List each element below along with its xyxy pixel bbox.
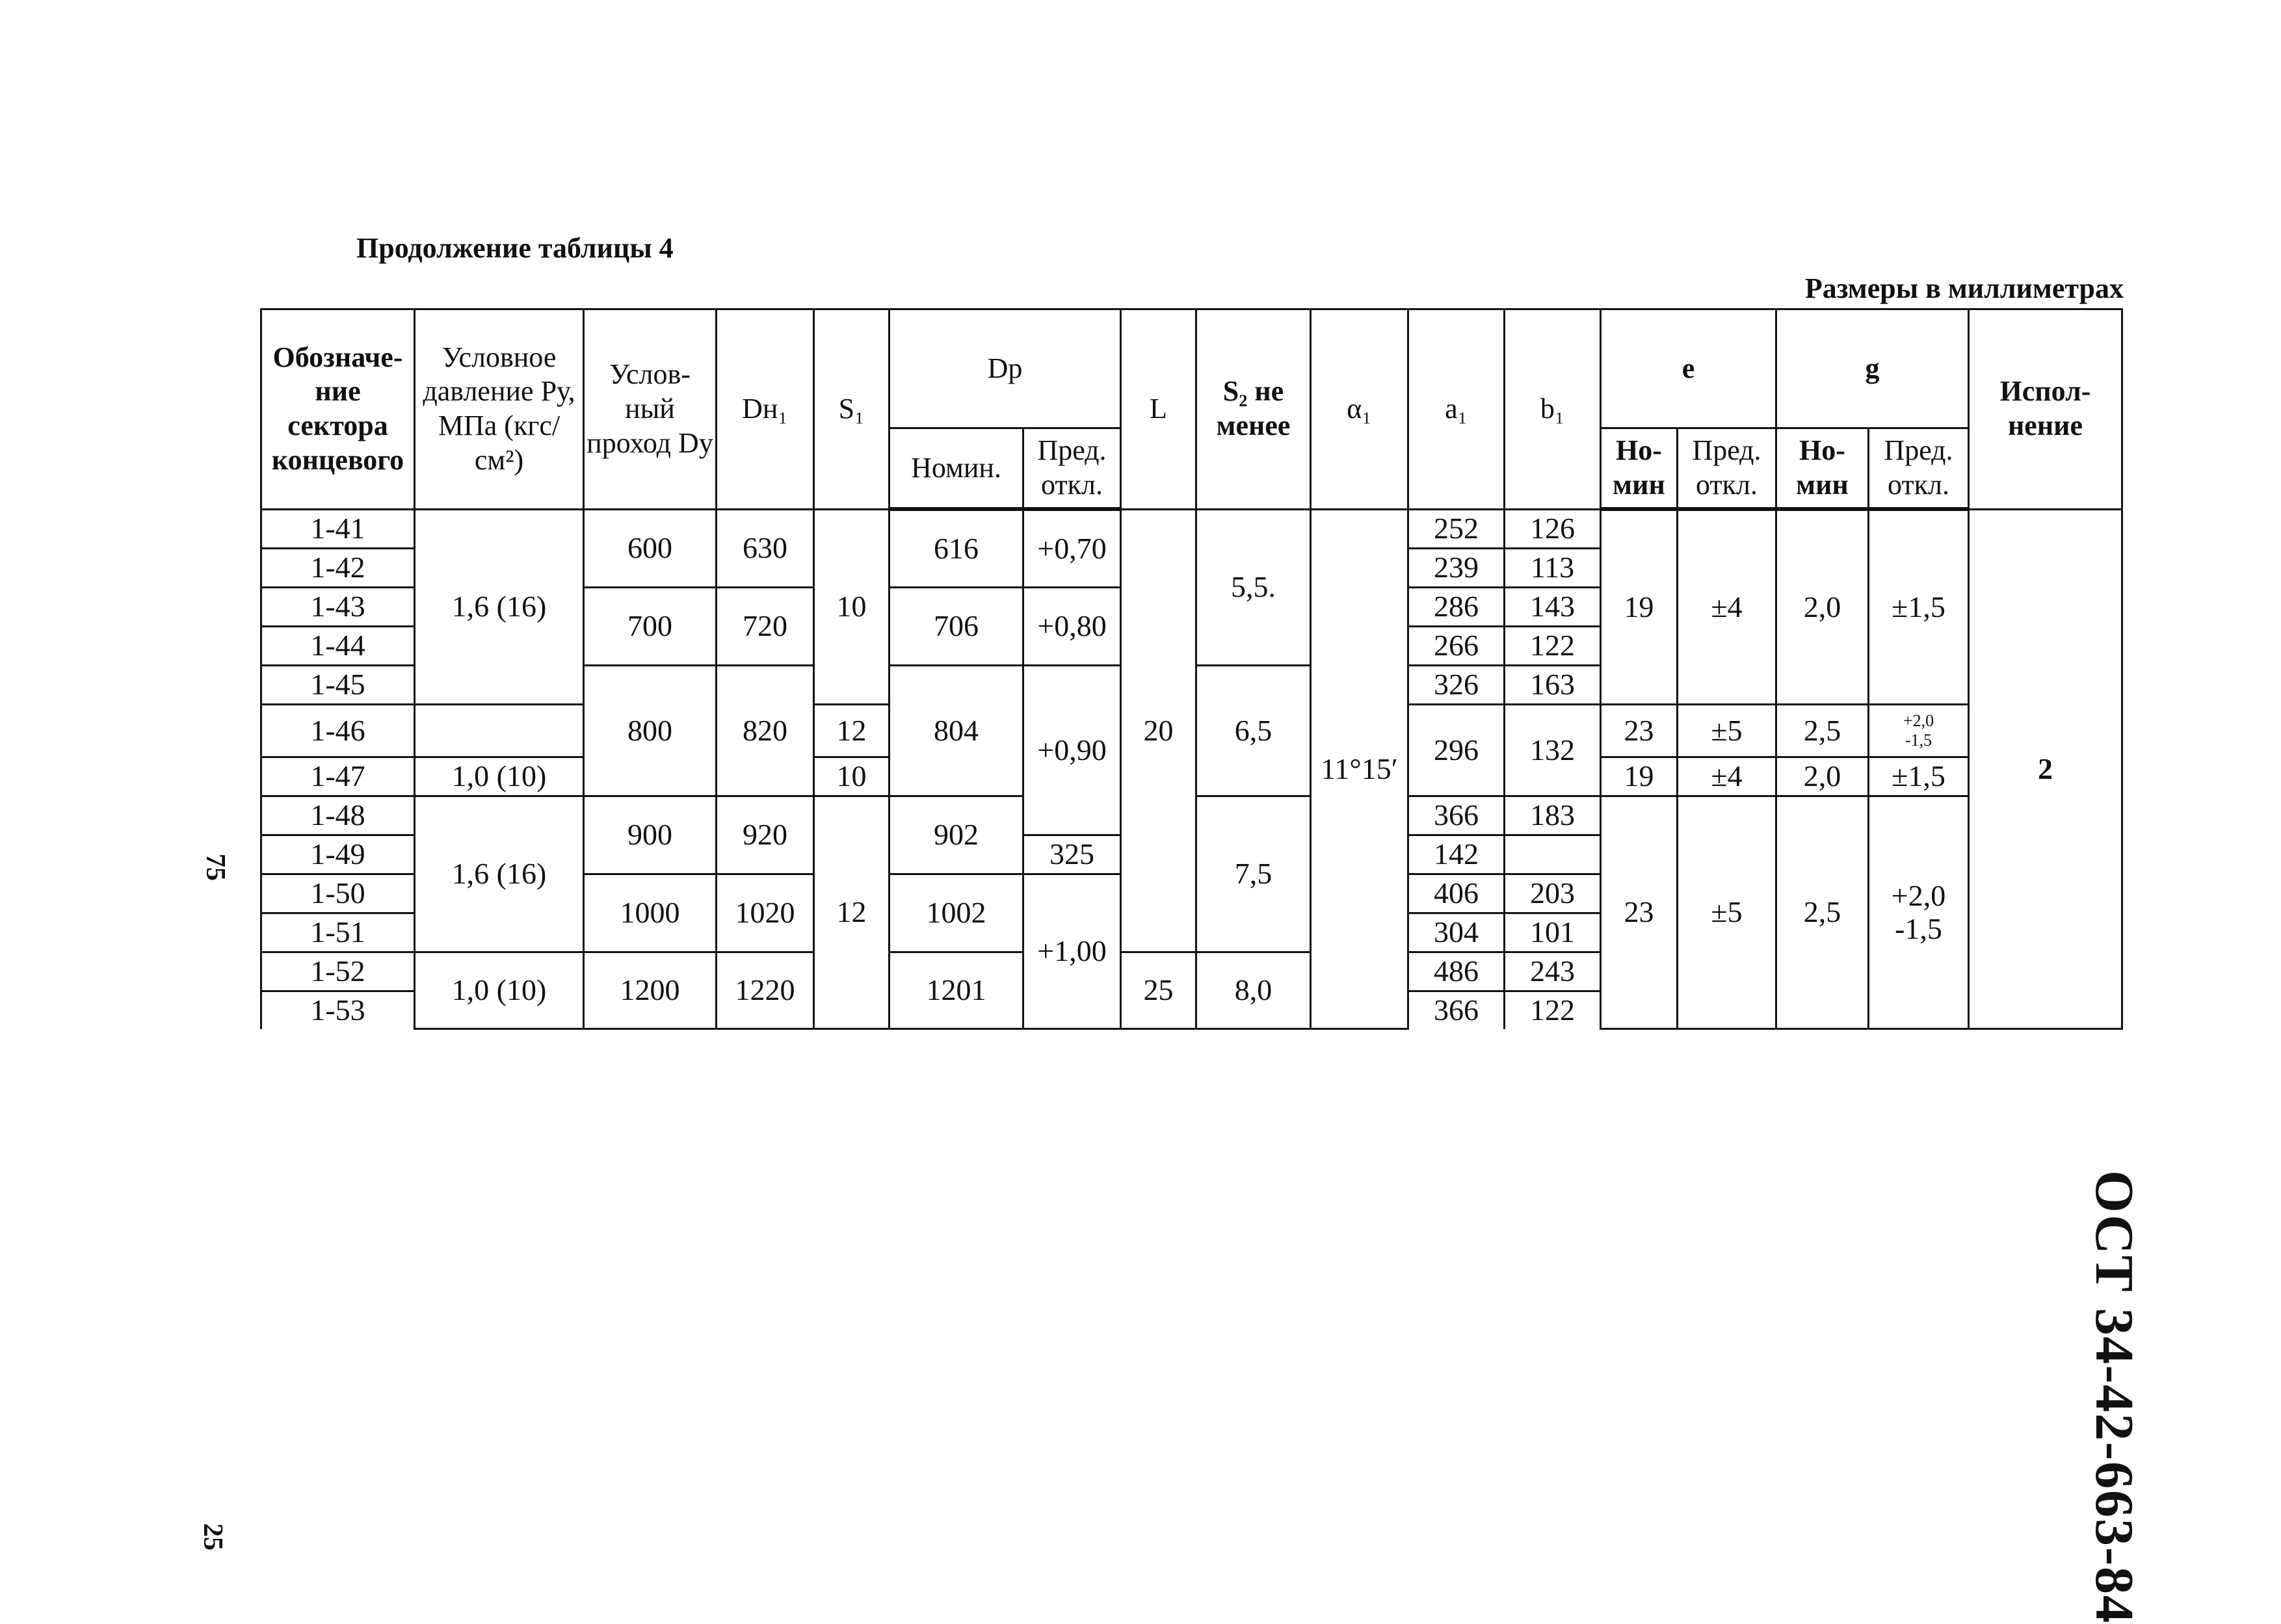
cell-dn1: 720 (717, 587, 814, 665)
cell-a1: 325 (1023, 835, 1121, 874)
standard-code: ОСТ 34-42-663-84 (2084, 1170, 2144, 1624)
cell-s1: 12 (814, 704, 890, 757)
cell-g-tol (1869, 704, 1969, 757)
header-e-tol: Пред. откл. (1678, 428, 1776, 510)
table-caption: Продолжение таблицы 4 (356, 232, 674, 264)
cell-dn1: 630 (717, 509, 814, 587)
cell-b1: 132 (1505, 704, 1601, 796)
cell-a1: 252 (1408, 509, 1505, 548)
cell-e-tol: ±4 (1678, 509, 1776, 704)
cell-s2: 5,5. (1196, 509, 1311, 665)
cell-dn1: 820 (717, 665, 814, 796)
cell-passage: 800 (584, 665, 717, 796)
cell-e-nom: 23 (1601, 796, 1678, 1029)
units-note: Размеры в миллиметрах (1804, 272, 2124, 304)
header-b1: b₁ (1505, 309, 1601, 510)
cell-s1: 10 (814, 509, 890, 704)
header-dn1: Dн₁ (717, 309, 814, 510)
cell-a1: 326 (1408, 665, 1505, 704)
header-e: e (1601, 309, 1776, 428)
cell-g-tol: +2,0 -1,5 (1869, 796, 1969, 1029)
cell-g-nom: 2,0 (1776, 509, 1869, 704)
cell-designation: 1-50 (261, 874, 415, 913)
cell-a1: 239 (1408, 548, 1505, 587)
cell-b1: 122 (1505, 991, 1601, 1029)
cell-b1: 183 (1505, 796, 1601, 835)
cell-designation: 1-46 (261, 704, 415, 757)
cell-b1: 143 (1505, 587, 1601, 626)
cell-dp-nom: 902 (890, 796, 1023, 874)
page-number-top: 75 (200, 854, 230, 881)
cell-pressure: 1,0 (10) (415, 952, 584, 1029)
cell-dp-nom: 1002 (890, 874, 1023, 952)
header-pressure: Условное давление Ру, МПа (кгс/см²) (415, 309, 584, 510)
cell-l: 25 (1121, 952, 1196, 1029)
cell-l: 20 (1121, 509, 1196, 952)
cell-dn1: 1220 (717, 952, 814, 1029)
cell-designation: 1-42 (261, 548, 415, 587)
cell-pressure: 1,6 (16) (415, 796, 584, 952)
cell-designation: 1-52 (261, 952, 415, 991)
header-g-nom: Но- мин (1776, 428, 1869, 510)
cell-dp-tol: +0,80 (1023, 587, 1121, 665)
cell-pressure-blank (415, 704, 584, 757)
cell-pressure: 1,0 (10) (415, 757, 584, 796)
cell-dp-tol: +0,90 (1023, 665, 1121, 835)
cell-dp-nom: 1201 (890, 952, 1023, 1029)
cell-passage: 600 (584, 509, 717, 587)
cell-e-nom: 23 (1601, 704, 1678, 757)
dimensions-table (260, 308, 2123, 1030)
cell-passage: 1200 (584, 952, 717, 1029)
header-dp: Dр (890, 309, 1121, 428)
cell-a1: 286 (1408, 587, 1505, 626)
cell-designation: 1-51 (261, 913, 415, 952)
header-execution: Испол- нение (1969, 309, 2122, 510)
cell-g-nom: 2,5 (1776, 796, 1869, 1029)
cell-execution: 2 (1969, 509, 2122, 1029)
cell-a1: 296 (1408, 704, 1505, 796)
cell-dp-nom: 616 (890, 509, 1023, 587)
cell-designation: 1-41 (261, 509, 415, 548)
cell-designation: 1-48 (261, 796, 415, 835)
cell-designation: 1-49 (261, 835, 415, 874)
header-g-tol: Пред. откл. (1869, 428, 1969, 510)
g-tol-lower: -1,5 (1905, 730, 1932, 750)
cell-designation: 1-45 (261, 665, 415, 704)
cell-a1: 304 (1408, 913, 1505, 952)
header-designation: Обозначе- ние сектора концевого (261, 309, 415, 510)
cell-e-nom: 19 (1601, 757, 1678, 796)
cell-a1: 486 (1408, 952, 1505, 991)
cell-b1: 142 (1408, 835, 1505, 874)
header-alpha1: α₁ (1311, 309, 1408, 510)
header-s1: S₁ (814, 309, 890, 510)
cell-e-tol: ±5 (1678, 704, 1776, 757)
cell-g-nom: 2,5 (1776, 704, 1869, 757)
header-dp-nom: Номин. (890, 428, 1023, 510)
cell-passage: 900 (584, 796, 717, 874)
cell-a1: 366 (1408, 991, 1505, 1029)
cell-s1: 12 (814, 796, 890, 1029)
cell-designation: 1-53 (261, 991, 415, 1029)
header-a1: a₁ (1408, 309, 1505, 510)
cell-pressure: 1,6 (16) (415, 509, 584, 704)
cell-s2: 8,0 (1196, 952, 1311, 1029)
cell-a1: 366 (1408, 796, 1505, 835)
cell-designation: 1-43 (261, 587, 415, 626)
cell-b1: 101 (1505, 913, 1601, 952)
cell-dn1: 1020 (717, 874, 814, 952)
cell-a1: 266 (1408, 626, 1505, 665)
cell-b1: 126 (1505, 509, 1601, 548)
header-passage: Услов- ный проход Dу (584, 309, 717, 510)
g-tol-upper: +2,0 (1903, 711, 1934, 731)
cell-a1: 406 (1408, 874, 1505, 913)
cell-dp-tol: +1,00 (1023, 874, 1121, 1029)
cell-g-tol: ±1,5 (1869, 757, 1969, 796)
cell-b1: 113 (1505, 548, 1601, 587)
page-number-bottom: 25 (198, 1523, 228, 1551)
cell-alpha1: 11°15′ (1311, 509, 1408, 1029)
cell-dp-tol: +0,70 (1023, 509, 1121, 587)
header-g: g (1776, 309, 1969, 428)
header-l: L (1121, 309, 1196, 510)
cell-s1: 10 (814, 757, 890, 796)
cell-b1: 203 (1505, 874, 1601, 913)
cell-g-nom: 2,0 (1776, 757, 1869, 796)
cell-dn1: 920 (717, 796, 814, 874)
cell-b1: 122 (1505, 626, 1601, 665)
cell-s2: 6,5 (1196, 665, 1311, 796)
header-s2: S₂ не менее (1196, 309, 1311, 510)
header-dp-tol: Пред. откл. (1023, 428, 1121, 510)
cell-g-tol: ±1,5 (1869, 509, 1969, 704)
cell-e-tol: ±4 (1678, 757, 1776, 796)
cell-dp-nom: 706 (890, 587, 1023, 665)
cell-e-nom: 19 (1601, 509, 1678, 704)
cell-b1: 243 (1505, 952, 1601, 991)
cell-dp-nom: 804 (890, 665, 1023, 796)
cell-e-tol: ±5 (1678, 796, 1776, 1029)
cell-passage: 1000 (584, 874, 717, 952)
cell-b1: 163 (1505, 665, 1601, 704)
cell-passage: 700 (584, 587, 717, 665)
cell-designation: 1-44 (261, 626, 415, 665)
cell-designation: 1-47 (261, 757, 415, 796)
header-e-nom: Но- мин (1601, 428, 1678, 510)
cell-s2: 7,5 (1196, 796, 1311, 952)
